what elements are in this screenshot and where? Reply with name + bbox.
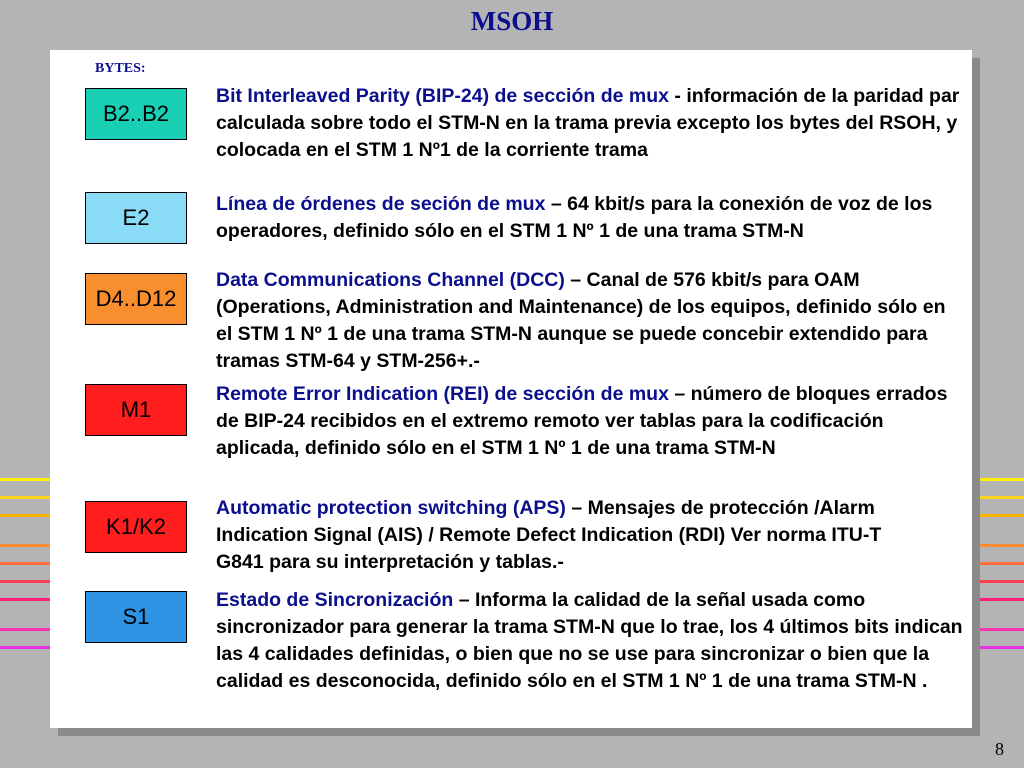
byte-description-text: - información de la paridad par calculada sobre todo el STM-N en la trama previa excepto los bytes del RSOH, y colocada en el STM 1 Nº1 de la corriente trama	[216, 85, 960, 161]
page-number: 8	[995, 739, 1004, 759]
byte-description-b2	[216, 83, 966, 164]
byte-description-k1-k2	[216, 495, 916, 576]
byte-code-k1-k2: K1/K2	[85, 501, 187, 553]
byte-description-title: Remote Error Indication (REI) de sección de mux	[216, 383, 669, 405]
byte-description-d4-d12	[216, 267, 966, 375]
byte-description-e2	[216, 191, 951, 245]
byte-description-m1	[216, 381, 966, 462]
byte-description-text: – 64 kbit/s para la conexión de voz de los operadores, definido sólo en el STM 1 Nº 1 de una trama STM-N	[216, 193, 933, 242]
byte-description-text: – Mensajes de protección /Alarm Indication Signal (AIS) / Remote Defect Indication (RDI) Ver norma ITU-T G841 para su interpretación y tablas.-	[216, 497, 882, 573]
byte-code-b2: B2..B2	[85, 88, 187, 140]
byte-description-title: Estado de Sincronización	[216, 589, 454, 611]
slide-title: MSOH	[470, 6, 554, 36]
byte-description-s1	[216, 587, 966, 695]
byte-description-title: Bit Interleaved Parity (BIP-24) de sección de mux	[216, 85, 669, 107]
byte-description-text: – Canal de 576 kbit/s para OAM (Operations, Administration and Maintenance) de los equipos, definido sólo en el STM 1 Nº 1 de una trama STM-N aunque se puede concebir extendido para tramas STM-64 y STM-256+.-	[216, 269, 946, 372]
byte-code-d4-d12: D4..D12	[85, 273, 187, 325]
byte-code-s1: S1	[85, 591, 187, 643]
byte-description-title: Data Communications Channel (DCC)	[216, 269, 565, 291]
byte-description-title: Automatic protection switching (APS)	[216, 497, 566, 519]
byte-description-title: Línea de órdenes de seción de mux	[216, 193, 546, 215]
byte-description-text: – número de bloques errados de BIP-24 recibidos en el extremo remoto ver tablas para la codificación aplicada, definido sólo en el STM 1 Nº 1 de una trama STM-N	[216, 383, 948, 459]
bytes-label: BYTES:	[95, 61, 146, 76]
byte-description-text: – Informa la calidad de la señal usada como sincronizador para generar la trama STM-N que lo trae, los 4 últimos bits indican las 4 calidades definidas, o bien que no se use para sincronizar o bien que la calidad es desconocida, definido sólo en el STM 1 Nº 1 de una trama STM-N .	[216, 589, 963, 692]
byte-code-m1: M1	[85, 384, 187, 436]
byte-code-e2: E2	[85, 192, 187, 244]
